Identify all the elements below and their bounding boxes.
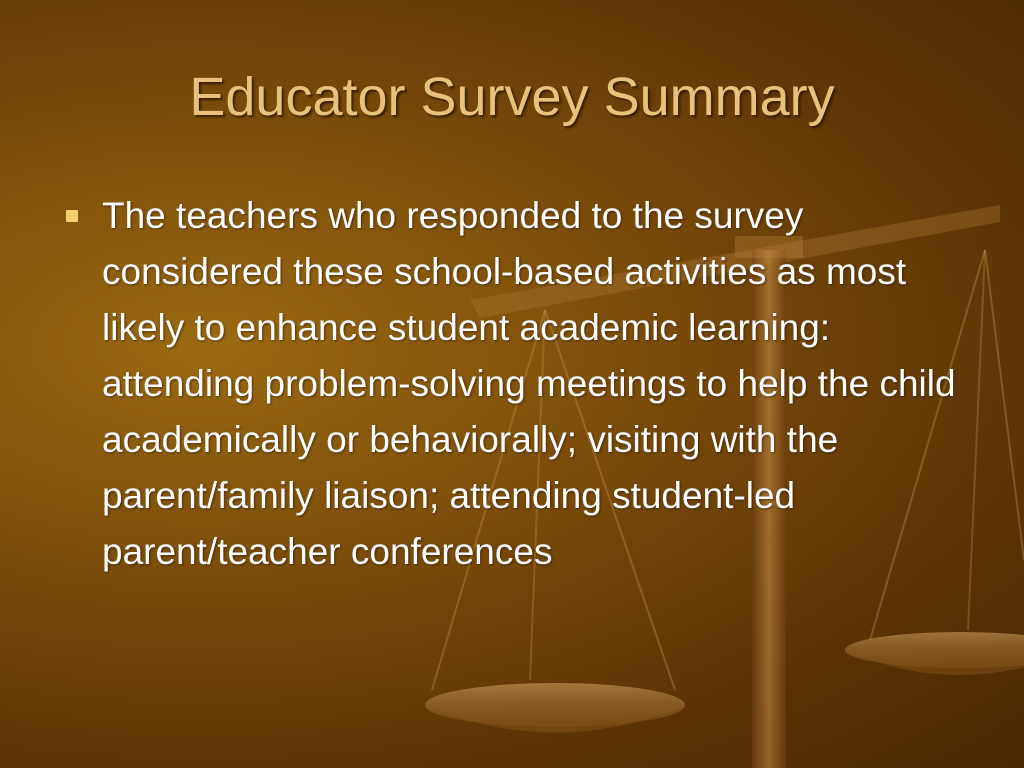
bullet-list [62,188,982,580]
slide-title: Educator Survey Summary [189,67,835,127]
square-bullet-icon [66,210,78,222]
bullet-item [62,188,982,580]
bullet-text: The teachers who responded to the survey considered these school-based activities as most likely to enhance student academic learning: attending problem-solving meetings to help the child academically or behaviorally; visiting with the parent/family liaison; attending student-led parent/teacher conferences [102,195,956,572]
